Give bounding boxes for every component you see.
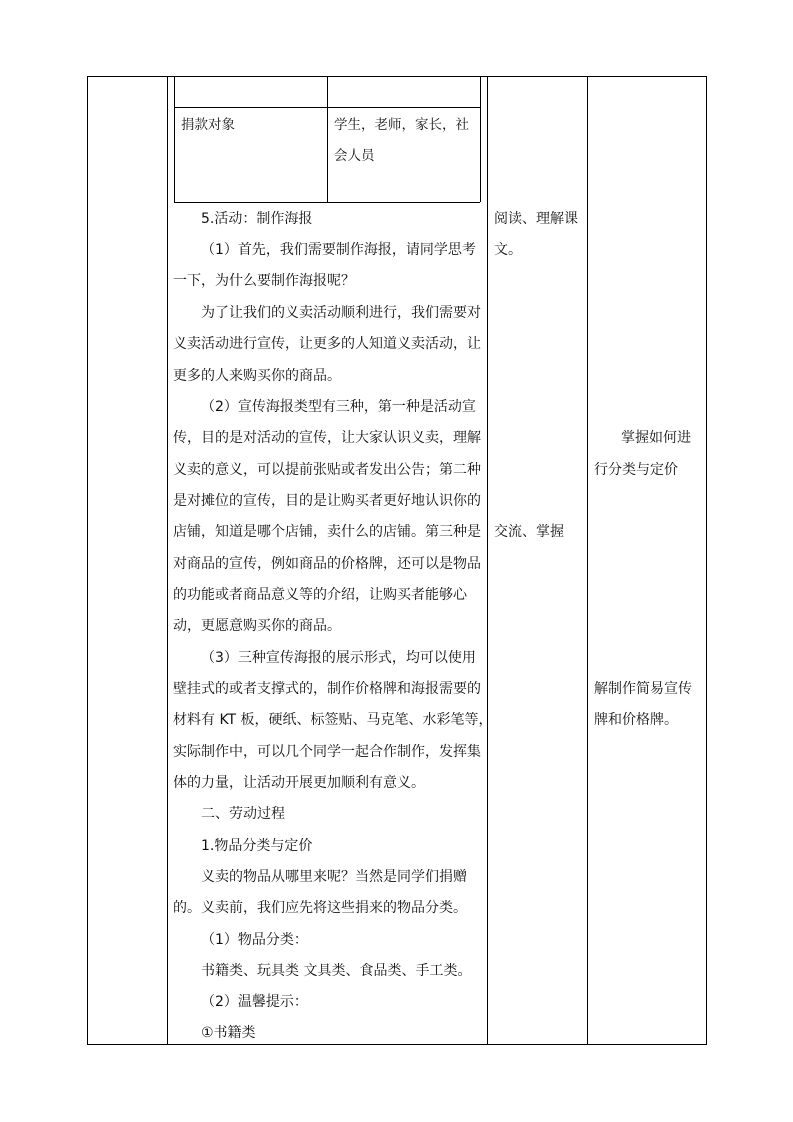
paragraph-line: 一下，为什么要制作海报呢？ (173, 273, 355, 289)
table-left-border (87, 76, 88, 1044)
paragraph-line: 的。义卖前，我们应先将这些捐来的物品分类。 (173, 900, 467, 916)
paragraph-line: （2）宣传海报类型有三种，第一种是活动宣 (201, 399, 476, 415)
paragraph-line: 义卖的意义，可以提前张贴或者发出公告；第二种 (173, 462, 481, 478)
paragraph-line: （1）物品分类： (201, 932, 308, 948)
table-top-border (87, 76, 707, 77)
paragraph-line: 体的力量，让活动开展更加顺利有意义。 (173, 775, 425, 791)
paragraph-line: 的功能或者商品意义等的介绍，让购买者能够心 (173, 587, 467, 603)
paragraph-line: 为了让我们的义卖活动顺利进行，我们需要对 (201, 305, 481, 321)
paragraph-line: 材料有 KT 板，硬纸、标签贴、马克笔、水彩笔等， (173, 712, 493, 728)
paragraph-line: 更多的人来购买你的商品。 (173, 368, 341, 384)
paragraph-line: 义卖的物品从哪里来呢？当然是同学们捐赠 (201, 869, 467, 885)
design-intent-line: 行分类与定价 (594, 462, 678, 478)
paragraph-line: 是对摊位的宣传，目的是让购买者更好地认识你的 (173, 493, 481, 509)
inner-table-right-border (480, 76, 481, 202)
column-divider-3 (587, 76, 588, 1044)
paragraph-line: 书籍类、玩具类 文具类、食品类、手工类。 (201, 963, 472, 979)
column-divider-2 (487, 76, 488, 1044)
paragraph-line: 店铺，知道是哪个店铺，卖什么的店铺。第三种是 (173, 524, 481, 540)
paragraph-line: 传，目的是对活动的宣传，让大家认识义卖，理解 (173, 430, 481, 446)
design-intent-line: 掌握如何进 (621, 430, 691, 446)
inner-table-row-divider (174, 107, 480, 108)
inner-table-value-line2: 会人员 (334, 148, 375, 164)
section-heading-activity: 5.活动：制作海报 (201, 211, 313, 227)
student-activity-line: 交流、掌握 (494, 524, 564, 540)
student-activity-line: 阅读、理解课 (494, 211, 578, 227)
table-right-border (706, 76, 707, 1044)
student-activity-line: 文。 (494, 242, 522, 258)
inner-table-divider (327, 76, 328, 202)
section-heading-process: 二、劳动过程 (201, 806, 285, 822)
paragraph-line: 实际制作中，可以几个同学一起合作制作，发挥集 (173, 744, 481, 760)
column-divider-1 (167, 76, 168, 1044)
paragraph-line: 对商品的宣传，例如商品的价格牌，还可以是物品 (173, 556, 481, 572)
paragraph-line: 义卖活动进行宣传，让更多的人知道义卖活动，让 (173, 336, 481, 352)
design-intent-line: 牌和价格牌。 (594, 712, 678, 728)
paragraph-line: （2）温馨提示： (201, 994, 308, 1010)
paragraph-line: 壁挂式的或者支撑式的，制作价格牌和海报需要的 (173, 681, 481, 697)
paragraph-line: （1）首先，我们需要制作海报，请同学思考 (201, 242, 476, 258)
table-bottom-border (87, 1044, 707, 1045)
paragraph-line: ①书籍类 (201, 1025, 256, 1041)
design-intent-line: 解制作简易宣传 (594, 681, 692, 697)
paragraph-line: （3）三种宣传海报的展示形式，均可以使用 (201, 650, 476, 666)
inner-table-bottom-border (174, 202, 480, 203)
inner-table-value-line1: 学生，老师，家长，社 (334, 117, 469, 133)
paragraph-line: 动，更愿意购买你的商品。 (173, 618, 341, 634)
section-heading-classify: 1.物品分类与定价 (201, 838, 313, 854)
inner-table-left-border (174, 76, 175, 202)
inner-table-label: 捐款对象 (181, 117, 235, 133)
